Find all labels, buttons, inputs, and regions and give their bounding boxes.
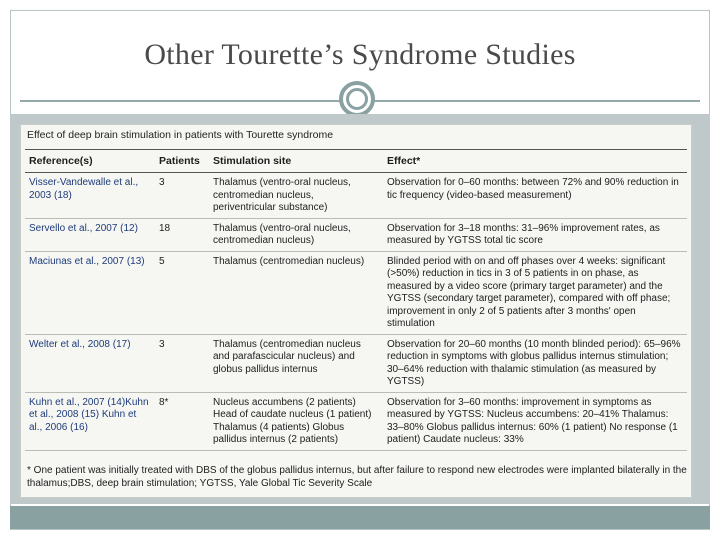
cell-site: Thalamus (ventro-oral nucleus, centromedian nucleus) — [209, 218, 383, 251]
table-row — [25, 334, 687, 392]
header-stimulation-site: Stimulation site — [209, 150, 383, 173]
table-row — [25, 251, 687, 334]
cell-site: Nucleus accumbens (2 patients) Head of caudate nucleus (1 patient) Thalamus (4 patients) Globus pallidus internus (2 patients) — [209, 392, 383, 450]
cell-site: Thalamus (centromedian nucleus and parafascicular nucleus) and globus pallidus internus — [209, 334, 383, 392]
table-row — [25, 173, 687, 219]
studies-table — [25, 149, 687, 451]
cell-reference: Visser-Vandewalle et al., 2003 (18) — [25, 173, 155, 219]
slide-title: Other Tourette’s Syndrome Studies — [144, 38, 576, 71]
cell-patients: 8* — [155, 392, 209, 450]
cell-effect: Blinded period with on and off phases over 4 weeks: significant (>50%) reduction in tics in 3 of 5 patients in on phase, as measured by a video score (primary target parameter) and the YGTSS (secondary target parameter), compared with off phase; improvement in only 2 of 5 patients after 3 months' open stimulation — [383, 251, 687, 334]
table-footnote: * One patient was initially treated with DBS of the globus pallidus internus, but after failure to respond new electrodes were implanted bilaterally in the thalamus;DBS, deep brain stimulation; YGTSS, Yale Global Tic Severity Scale — [27, 465, 687, 489]
cell-patients: 5 — [155, 251, 209, 334]
cell-reference: Welter et al., 2008 (17) — [25, 334, 155, 392]
cell-effect: Observation for 3–60 months: improvement in symptoms as measured by YGTSS: Nucleus accumbens: 20–41% Thalamus: 33–80% Globus pallidus internus: 60% (1 patient) No response (1 patient) Caudate nucleus: 33% — [383, 392, 687, 450]
slide-footer-bar — [10, 506, 710, 529]
cell-patients: 3 — [155, 334, 209, 392]
cell-effect: Observation for 20–60 months (10 month blinded period): 65–96% reduction in symptoms with globus pallidus internus stimulation; 30–64% reduction with thalamic stimulation (as measured by YGTSS) — [383, 334, 687, 392]
header-reference: Reference(s) — [25, 150, 155, 173]
table-caption: Effect of deep brain stimulation in patients with Tourette syndrome — [27, 129, 334, 141]
study-table-panel — [20, 124, 692, 498]
header-patients: Patients — [155, 150, 209, 173]
table-row — [25, 392, 687, 450]
table-row — [25, 218, 687, 251]
cell-effect: Observation for 3–18 months: 31–96% improvement rates, as measured by YGTSS total tic score — [383, 218, 687, 251]
cell-site: Thalamus (ventro-oral nucleus, centromedian nucleus, periventricular substance) — [209, 173, 383, 219]
cell-site: Thalamus (centromedian nucleus) — [209, 251, 383, 334]
cell-patients: 18 — [155, 218, 209, 251]
decorative-circle-icon — [339, 81, 375, 117]
cell-reference: Servello et al., 2007 (12) — [25, 218, 155, 251]
cell-reference: Maciunas et al., 2007 (13) — [25, 251, 155, 334]
table-header-row — [25, 150, 687, 173]
header-effect: Effect* — [383, 150, 687, 173]
cell-patients: 3 — [155, 173, 209, 219]
cell-effect: Observation for 0–60 months: between 72% and 90% reduction in tic frequency (video-based measurement) — [383, 173, 687, 219]
cell-reference: Kuhn et al., 2007 (14)Kuhn et al., 2008 (15) Kuhn et al., 2006 (16) — [25, 392, 155, 450]
